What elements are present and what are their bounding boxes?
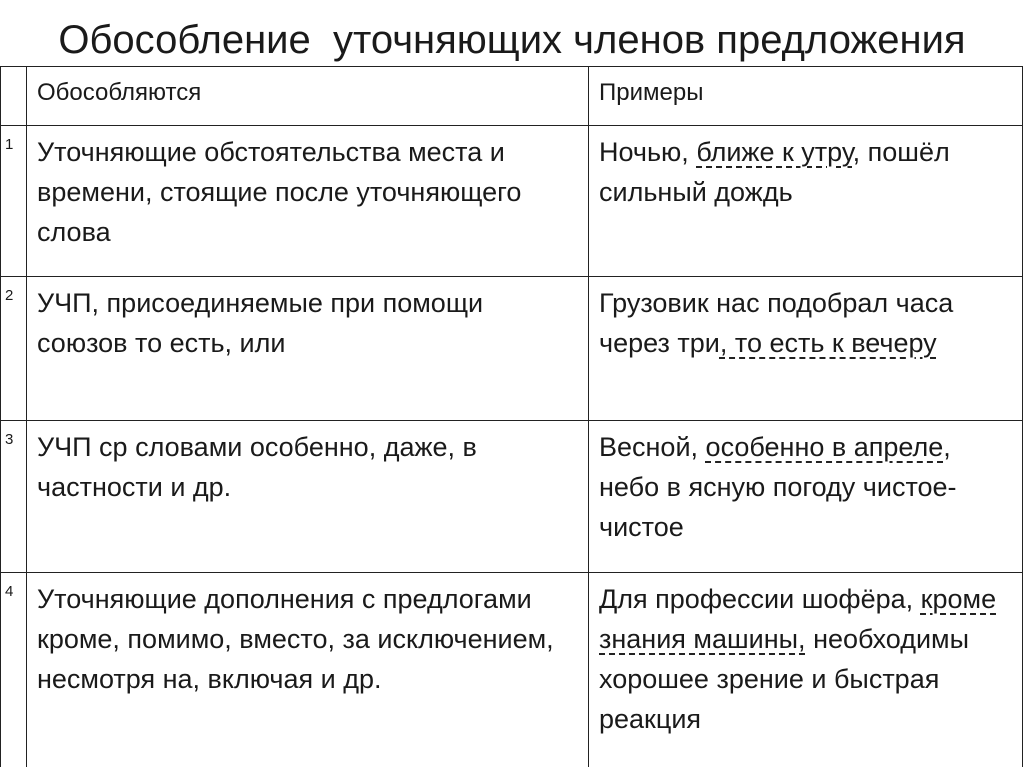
table-row <box>1 277 1023 421</box>
row-num-cell <box>1 126 27 277</box>
example-text <box>589 277 1022 363</box>
rule-text: Уточняющие дополнения с предлогами кроме, помимо, вместо, за исключением, несмотря на, включая и др. <box>37 584 554 694</box>
row-number: 3 <box>5 431 14 448</box>
example-highlight: ближе к утру <box>696 137 853 167</box>
example-cell <box>589 421 1023 573</box>
table-row <box>1 126 1023 277</box>
example-before: Грузовик нас подобрал часа через три <box>599 288 954 358</box>
row-number: 2 <box>5 287 14 304</box>
row-num-cell <box>1 421 27 573</box>
row-num-cell <box>1 573 27 767</box>
example-highlight: кроме знания машины, <box>599 584 997 654</box>
header-example: Примеры <box>599 79 704 106</box>
rules-table <box>0 66 1023 767</box>
rule-cell <box>27 573 589 767</box>
table-row <box>1 573 1023 767</box>
row-number: 1 <box>5 136 14 153</box>
rule-cell <box>27 277 589 421</box>
row-num-cell <box>1 277 27 421</box>
example-cell <box>589 126 1023 277</box>
example-after: необходимы хорошее зрение и быстрая реакция <box>599 624 969 734</box>
example-highlight: , то есть к вечеру <box>719 328 937 358</box>
row-number: 4 <box>5 583 14 600</box>
example-before: Весной, <box>599 432 706 462</box>
slide-title: Обособление уточняющих членов предложения <box>58 18 966 62</box>
header-num-cell <box>1 67 27 126</box>
example-cell <box>589 277 1023 421</box>
header-rule-cell <box>27 67 589 126</box>
example-before: Ночью, <box>599 137 697 167</box>
example-text <box>589 573 1022 739</box>
rule-text: Уточняющие обстоятельства места и времени, стоящие после уточняющего слова <box>37 137 522 247</box>
header-example-cell <box>589 67 1023 126</box>
example-after: , пошёл сильный дождь <box>599 137 950 207</box>
header-num <box>1 67 26 78</box>
rule-text: УЧП, присоединяемые при помощи союзов то есть, или <box>37 288 484 358</box>
example-text <box>589 126 1022 212</box>
example-text <box>589 421 1022 547</box>
rule-cell <box>27 126 589 277</box>
rule-text: УЧП ср словами особенно, даже, в частности и др. <box>37 432 477 502</box>
example-highlight: особенно в апреле <box>705 432 944 462</box>
rule-cell <box>27 421 589 573</box>
table-header-row <box>1 67 1023 126</box>
table-row <box>1 421 1023 573</box>
example-cell <box>589 573 1023 767</box>
example-after: , небо в ясную погоду чистое-чистое <box>599 432 957 542</box>
header-rule: Обособляются <box>37 79 202 106</box>
example-before: Для профессии шофёра, <box>599 584 921 614</box>
